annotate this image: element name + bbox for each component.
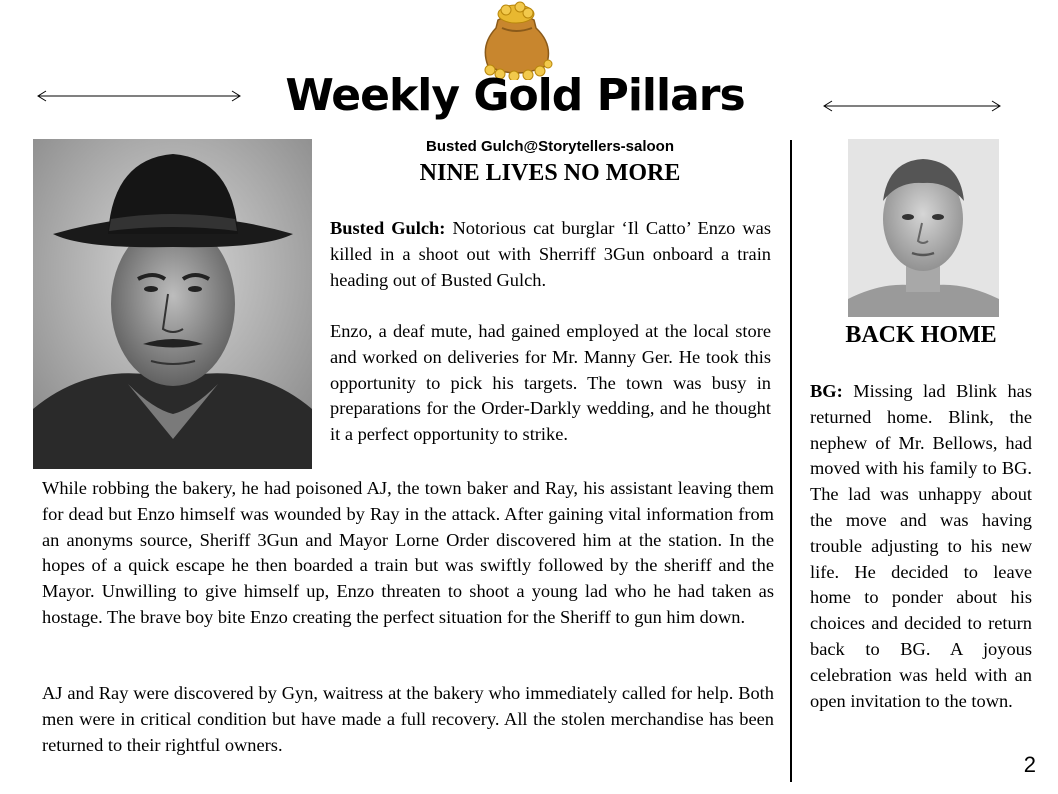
masthead-byline: Busted Gulch@Storytellers-saloon [425, 138, 674, 155]
double-arrow-left-icon [36, 88, 242, 104]
gold-sack-icon [476, 0, 556, 80]
main-article-paragraph-1-text: Notorious cat burglar ‘Il Catto’ Enzo was killed in a shoot out with Sherriff 3Gun onboard a train heading out of Busted Gulch. [330, 218, 772, 290]
main-article-dateline: Busted Gulch: [330, 218, 446, 238]
side-article-body [810, 379, 1032, 714]
boy-portrait-photo [848, 139, 999, 317]
main-article-headline: NINE LIVES NO MORE [419, 160, 681, 186]
page-number: 2 [1023, 752, 1036, 777]
main-article-paragraph-1 [330, 216, 771, 293]
side-article-body-text: Missing lad Blink has returned home. Blink, the nephew of Mr. Bellows, had moved with his family to BG. The lad was unhappy about the move and was having trouble adjusting to his new life. He decided to leave home to ponder about his choices and decided to return back to BG. A joyous celebration was held with an open invitation to the town. [810, 381, 1032, 711]
double-arrow-right-icon [822, 98, 1002, 114]
column-divider [790, 140, 792, 782]
masthead-title: Weekly Gold Pillars [285, 70, 745, 121]
side-article-headline: BACK HOME [845, 322, 997, 348]
side-article-dateline: BG: [810, 381, 843, 401]
main-article-paragraph-3: While robbing the bakery, he had poisoned AJ, the town baker and Ray, his assistant leaving them for dead but Enzo himself was wounded by Ray in the attack. After gaining vital information from an anonyms source, Sheriff 3Gun and Mayor Lorne Order discovered him at the station. In the hopes of a quick escape he then boarded a train but was swiftly followed by the sheriff and the Mayor. Unwilling to give himself up, Enzo threaten to shoot a young lad who he had taken as hostage. The brave boy bite Enzo creating the perfect situation for the Sheriff to gun him down. [42, 478, 774, 627]
cowboy-portrait-photo [33, 139, 312, 469]
main-article-paragraph-2: Enzo, a deaf mute, had gained employed at the local store and worked on deliveries for Mr. Manny Ger. He took this opportunity to pick his targets. The town was busy in preparations for the Order-Darkly wedding, and he thought it a perfect opportunity to strike. [330, 321, 771, 445]
main-article-paragraph-4: AJ and Ray were discovered by Gyn, waitress at the bakery who immediately called for help. Both men were in critical condition but have made a full recovery. All the stolen merchandise has been returned to their rightful owners. [42, 683, 774, 755]
